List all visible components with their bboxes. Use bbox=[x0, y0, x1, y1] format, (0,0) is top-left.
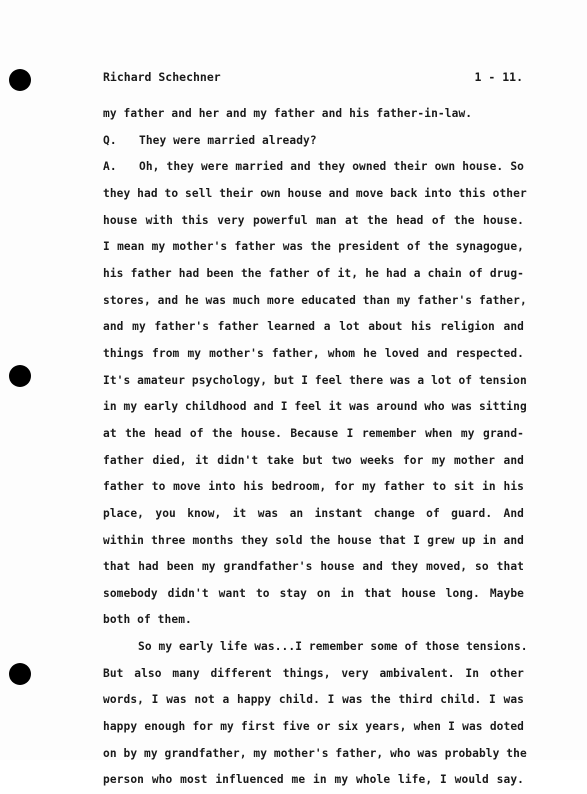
transcript-line: father died, it didn't take but two weeks for my mother and bbox=[103, 453, 524, 467]
transcript-line: on by my grandfather, my mother's father, who was probably the bbox=[103, 746, 527, 760]
transcript-line: place, you know, it was an instant change of guard. And bbox=[103, 506, 524, 520]
transcript-line: house with this very powerful man at the head of the house. bbox=[103, 213, 524, 227]
interviewee-name: Richard Schechner bbox=[103, 70, 221, 84]
transcript-line: father to move into his bedroom, for my father to sit in his bbox=[103, 480, 524, 494]
transcript-line: and my father's father learned a lot about his religion and bbox=[103, 320, 524, 334]
transcript-line: somebody didn't want to stay on in that house long. Maybe bbox=[103, 586, 524, 600]
question-line bbox=[103, 128, 524, 155]
answer-line bbox=[103, 154, 524, 181]
transcript-line: at the head of the house. Because I remember when my grand- bbox=[103, 426, 524, 440]
page-number: 1 - 11. bbox=[474, 70, 523, 84]
answer-text: Oh, they were married and they owned their own house. So bbox=[139, 160, 524, 174]
transcript-line: his father had been the father of it, he had a chain of drug- bbox=[103, 266, 524, 280]
transcript-line: in my early childhood and I feel it was around who was sitting bbox=[103, 400, 527, 414]
paragraph-start-line: So my early life was...I remember some of those tensions. bbox=[138, 640, 528, 654]
transcript-line: my father and her and my father and his father-in-law. bbox=[103, 107, 473, 120]
binder-hole-bottom bbox=[9, 663, 31, 685]
answer-label: A. bbox=[103, 160, 117, 174]
page-header bbox=[103, 69, 523, 85]
transcript-line: happy enough for my first five or six years, when I was doted bbox=[103, 720, 524, 734]
question-label: Q. bbox=[103, 133, 117, 147]
transcript-line: stores, and he was much more educated than my father's father, bbox=[103, 293, 527, 307]
question-text: They were married already? bbox=[139, 133, 317, 147]
transcript-line: But also many different things, very ambivalent. In other bbox=[103, 666, 524, 680]
transcript-line: things from my mother's father, whom he loved and respected. bbox=[103, 346, 524, 360]
transcript-body bbox=[103, 101, 528, 794]
transcript-line: I mean my mother's father was the president of the synagogue, bbox=[103, 240, 524, 254]
transcript-line: that had been my grandfather's house and they moved, so that bbox=[103, 560, 524, 574]
transcript-line: person who most influenced me in my whole life, I would say. bbox=[103, 773, 524, 787]
transcript-line: they had to sell their own house and move back into this other bbox=[103, 186, 527, 200]
binder-hole-top bbox=[9, 69, 31, 91]
transcript-line: within three months they sold the house that I grew up in and bbox=[103, 533, 524, 547]
transcript-line: It's amateur psychology, but I feel there was a lot of tension bbox=[103, 373, 527, 387]
binder-hole-middle bbox=[9, 365, 31, 387]
transcript-line: words, I was not a happy child. I was the third child. I was bbox=[103, 693, 524, 707]
transcript-line: both of them. bbox=[103, 613, 192, 627]
